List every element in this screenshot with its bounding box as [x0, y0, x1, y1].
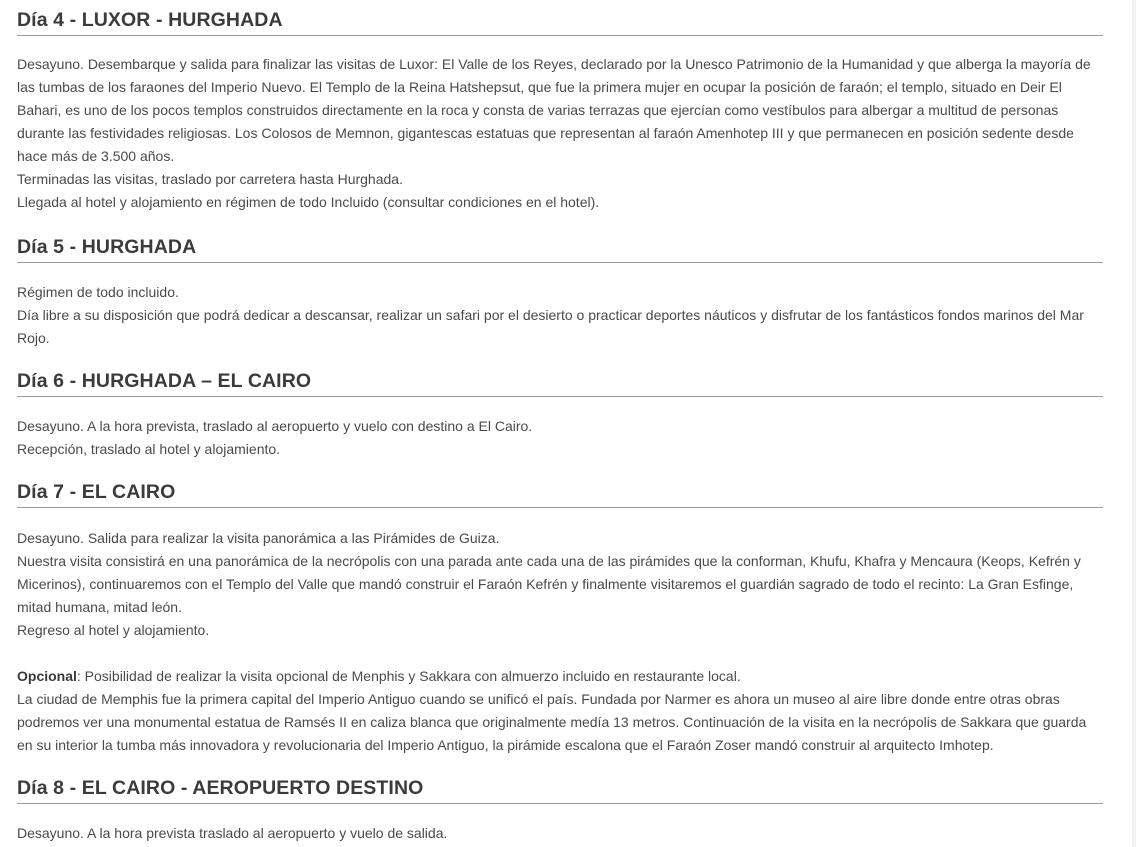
day-title: Día 6 - HURGHADA – EL CAIRO — [17, 369, 1103, 397]
day-section-5 — [17, 235, 1103, 350]
day-paragraph: Terminadas las visitas, traslado por carretera hasta Hurghada. — [17, 171, 403, 187]
day-section-8 — [17, 776, 1103, 845]
optional-label: Opcional — [17, 668, 77, 684]
day-title: Día 4 - LUXOR - HURGHADA — [17, 8, 1103, 36]
day-title: Día 7 - EL CAIRO — [17, 480, 1103, 508]
day-section-4 — [17, 8, 1103, 214]
day-paragraph: Día libre a su disposición que podrá dedicar a descansar, realizar un safari por el desierto o practicar deportes náuticos y disfrutar de los fantásticos fondos marinos del Mar Rojo. — [17, 307, 1084, 346]
optional-text: : Posibilidad de realizar la visita opcional de Menphis y Sakkara con almuerzo incluido en restaurante local. — [76, 668, 741, 684]
day-description — [17, 804, 1103, 845]
day-paragraph: Regreso al hotel y alojamiento. — [17, 622, 210, 638]
day-title: Día 5 - HURGHADA — [17, 235, 1103, 263]
day-paragraph: Régimen de todo incluido. — [17, 284, 179, 300]
optional-excursion — [17, 665, 1103, 688]
day-paragraph: Desayuno. Desembarque y salida para finalizar las visitas de Luxor: El Valle de los Reyes, declarado por la Unesco Patrimonio de la Humanidad y que alberga la mayoría de las tumbas de los faraones del Imperio Nuevo. El Templo de la Reina Hatshepsut, que fue la primera mujer en ocupar la posición de faraón; el templo, situado en Deir El Bahari, es uno de los pocos templos construidos directamente en la roca y consta de varias terrazas que ejercían como vestíbulos para albergar a multitud de personas durante las festividades religiosas. Los Colosos de Memnon, gigantescas estatuas que representan al faraón Amenhotep III y que permanecen en posición sedente desde hace más de 3.500 años. — [17, 56, 1091, 164]
day-paragraph: Nuestra visita consistirá en una panorámica de la necrópolis con una parada ante cada una de las pirámides que la conforman, Khufu, Khafra y Mencaura (Keops, Kefrén y Micerinos), continuaremos con el Templo del Valle que mandó construir el Faraón Kefrén y finalmente visitaremos el guardián sagrado de todo el recinto: La Gran Esfinge, mitad humana, mitad león. — [17, 553, 1081, 615]
day-paragraph: Recepción, traslado al hotel y alojamiento. — [17, 441, 281, 457]
day-description — [17, 397, 1103, 461]
day-paragraph: Desayuno. Salida para realizar la visita panorámica a las Pirámides de Guiza. — [17, 530, 500, 546]
day-description — [17, 36, 1103, 214]
day-paragraph: Llegada al hotel y alojamiento en régimen de todo Incluido (consultar condiciones en el hotel). — [17, 194, 600, 210]
page-scrollbar[interactable] — [1132, 0, 1136, 847]
day-description — [17, 263, 1103, 350]
day-paragraph: Desayuno. A la hora prevista traslado al aeropuerto y vuelo de salida. — [17, 825, 448, 841]
day-paragraph: Desayuno. A la hora prevista, traslado al aeropuerto y vuelo con destino a El Cairo. — [17, 418, 533, 434]
day-title: Día 8 - EL CAIRO - AEROPUERTO DESTINO — [17, 776, 1103, 804]
optional-details: La ciudad de Memphis fue la primera capital del Imperio Antiguo cuando se unificó el país. Fundada por Narmer es ahora un museo al aire libre donde entre otras obras podremos ver una monumental estatua de Ramsés II en caliza blanca que originalmente medía 13 metros. Continuación de la visita en la necrópolis de Sakkara que guarda en su interior la tumba más innovadora y revolucionaria del Imperio Antiguo, la pirámide escalona que el Faraón Zoser mandó construir al arquitecto Imhotep. — [17, 691, 1087, 753]
day-description — [17, 508, 1103, 757]
paragraph-spacer — [17, 642, 1103, 665]
day-section-7 — [17, 480, 1103, 757]
day-section-6 — [17, 369, 1103, 461]
